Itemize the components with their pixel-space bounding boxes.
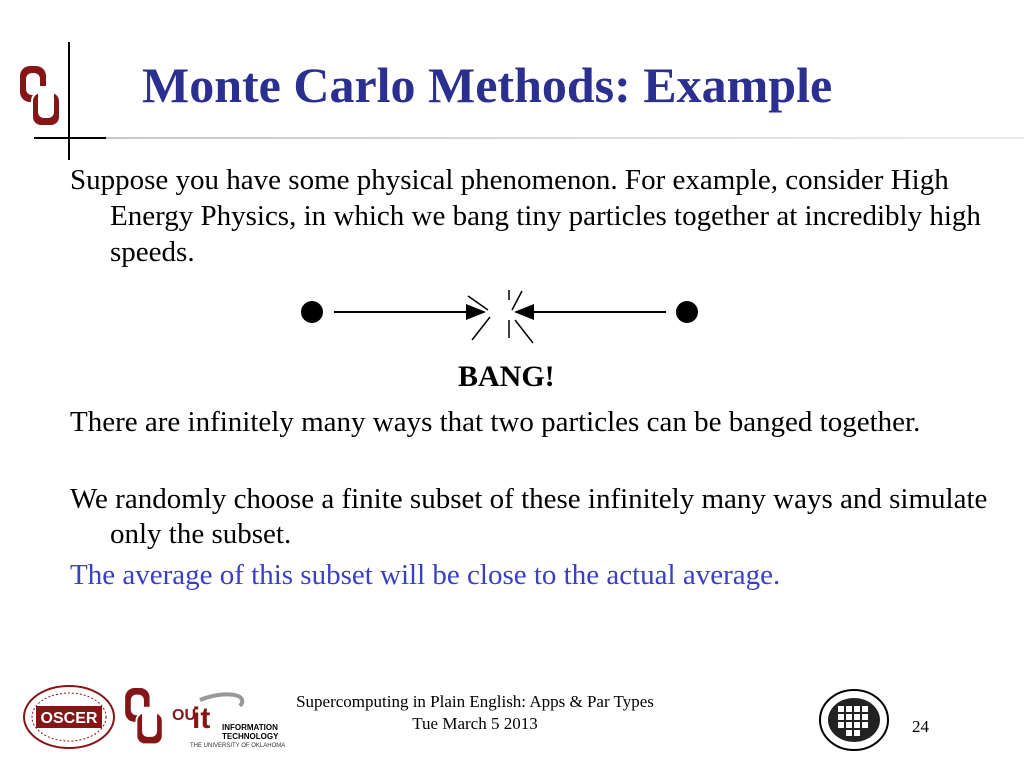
footer-date: Tue March 5 2013 (412, 714, 538, 733)
paragraph-random-subset: We randomly choose a finite subset of these infinitely many ways and simulate only the subset. (70, 483, 988, 550)
paragraph-infinite-ways: There are infinitely many ways that two particles can be banged together. (70, 406, 921, 438)
header-horizontal-rule (34, 137, 106, 139)
oscer-logo-icon (22, 684, 116, 750)
footer-text (240, 691, 710, 735)
supercomputing-logo-icon (818, 688, 890, 752)
svg-text:OSCER: OSCER (40, 710, 98, 727)
svg-text:OU: OU (172, 707, 196, 724)
svg-text:THE UNIVERSITY OF OKLAHOMA: THE UNIVERSITY OF OKLAHOMA (190, 743, 286, 749)
svg-text:it: it (192, 702, 211, 735)
svg-text:INFORMATION: INFORMATION (222, 723, 278, 732)
svg-text:TECHNOLOGY: TECHNOLOGY (222, 732, 279, 741)
slide-title: Monte Carlo Methods: Example (142, 57, 833, 113)
right-particle (676, 301, 698, 323)
header-horizontal-rule-fade (106, 137, 1024, 139)
collision-burst (468, 290, 533, 343)
footer-course-title: Supercomputing in Plain English: Apps & Par Types (296, 692, 654, 711)
particle-collision-diagram (290, 282, 710, 352)
ou-logo-icon (16, 66, 62, 132)
header-vertical-rule (68, 42, 70, 160)
paragraph-phenomenon: Suppose you have some physical phenomenon. For example, consider High Energy Physics, in which we bang tiny particles together at incredibly high speeds. (70, 164, 981, 268)
page-number: 24 (912, 717, 929, 736)
paragraph-average: The average of this subset will be close to the actual average. (70, 559, 781, 591)
left-particle (301, 301, 323, 323)
ou-footer-logo-icon (120, 688, 166, 750)
bang-caption: BANG! (458, 360, 555, 393)
